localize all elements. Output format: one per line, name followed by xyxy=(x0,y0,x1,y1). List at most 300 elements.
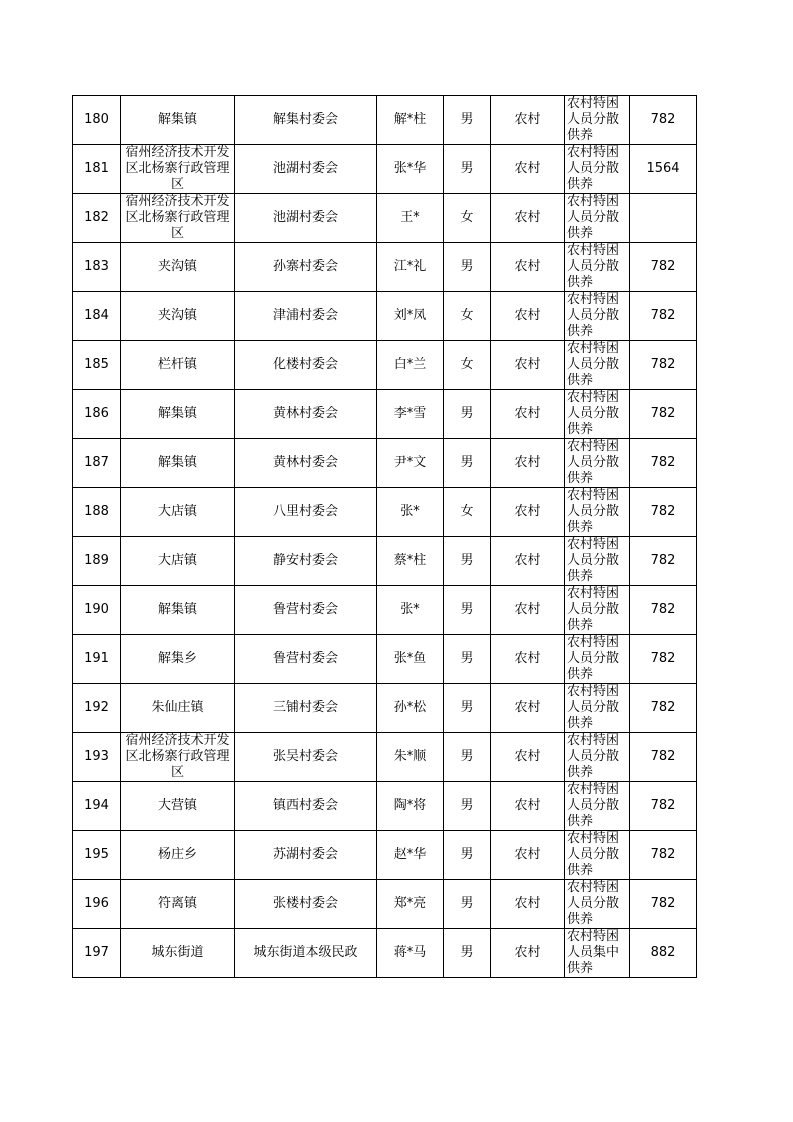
amount-cell: 782 xyxy=(650,504,676,519)
area-type-cell-container xyxy=(491,929,565,978)
support-category-cell: 农村特困人员分散供养 xyxy=(567,439,620,486)
row-number-cell-container xyxy=(73,733,121,782)
gender-cell-container xyxy=(444,488,491,537)
table-row xyxy=(73,488,697,537)
recipient-name-cell: 李*雪 xyxy=(393,406,427,421)
amount-cell: 782 xyxy=(650,651,676,666)
support-category-cell-container xyxy=(565,341,630,390)
area-type-cell: 农村 xyxy=(514,602,541,617)
gender-cell: 男 xyxy=(460,749,474,764)
village-committee-cell: 八里村委会 xyxy=(272,504,338,519)
table-row xyxy=(73,194,697,243)
town-cell: 大店镇 xyxy=(157,504,197,519)
area-type-cell-container xyxy=(491,292,565,341)
support-category-cell-container xyxy=(565,243,630,292)
row-number-cell: 186 xyxy=(84,406,109,421)
town-cell: 宿州经济技术开发区北杨寨行政管理区 xyxy=(125,733,230,780)
support-category-cell: 农村特困人员分散供养 xyxy=(567,684,620,731)
gender-cell: 男 xyxy=(460,161,474,176)
support-category-cell: 农村特困人员分散供养 xyxy=(567,194,620,241)
town-cell: 符离镇 xyxy=(157,896,197,911)
gender-cell-container xyxy=(444,684,491,733)
town-cell-container xyxy=(121,145,235,194)
area-type-cell: 农村 xyxy=(514,161,541,176)
amount-cell-container xyxy=(630,586,697,635)
town-cell: 大店镇 xyxy=(157,553,197,568)
area-type-cell-container xyxy=(491,439,565,488)
recipient-name-cell: 张* xyxy=(400,504,420,519)
row-number-cell: 197 xyxy=(84,945,109,960)
recipient-name-cell-container xyxy=(377,537,444,586)
amount-cell-container xyxy=(630,243,697,292)
support-category-cell: 农村特困人员分散供养 xyxy=(567,782,620,829)
support-category-cell: 农村特困人员分散供养 xyxy=(567,341,620,388)
support-category-cell-container xyxy=(565,635,630,684)
amount-cell: 782 xyxy=(650,259,676,274)
recipient-name-cell-container xyxy=(377,145,444,194)
recipient-name-cell: 刘*凤 xyxy=(393,308,427,323)
area-type-cell-container xyxy=(491,243,565,292)
row-number-cell-container xyxy=(73,194,121,243)
amount-cell-container xyxy=(630,194,697,243)
gender-cell-container xyxy=(444,733,491,782)
area-type-cell-container xyxy=(491,488,565,537)
town-cell: 杨庄乡 xyxy=(157,847,197,862)
row-number-cell: 182 xyxy=(84,210,109,225)
support-category-cell-container xyxy=(565,733,630,782)
row-number-cell: 194 xyxy=(84,798,109,813)
row-number-cell: 185 xyxy=(84,357,109,372)
amount-cell: 882 xyxy=(650,945,676,960)
support-category-cell: 农村特困人员分散供养 xyxy=(567,96,620,143)
recipient-name-cell: 解*柱 xyxy=(393,112,427,127)
village-committee-cell: 津浦村委会 xyxy=(272,308,338,323)
area-type-cell-container xyxy=(491,831,565,880)
recipient-name-cell: 郑*亮 xyxy=(393,896,427,911)
gender-cell-container xyxy=(444,635,491,684)
gender-cell: 男 xyxy=(460,455,474,470)
amount-cell: 782 xyxy=(650,896,676,911)
village-committee-cell-container xyxy=(235,194,377,243)
gender-cell-container xyxy=(444,341,491,390)
area-type-cell: 农村 xyxy=(514,945,541,960)
town-cell-container xyxy=(121,390,235,439)
table-row xyxy=(73,635,697,684)
row-number-cell-container xyxy=(73,145,121,194)
village-committee-cell-container xyxy=(235,341,377,390)
amount-cell-container xyxy=(630,390,697,439)
area-type-cell: 农村 xyxy=(514,112,541,127)
recipient-name-cell-container xyxy=(377,194,444,243)
town-cell-container xyxy=(121,243,235,292)
town-cell-container xyxy=(121,929,235,978)
gender-cell: 男 xyxy=(460,112,474,127)
village-committee-cell-container xyxy=(235,733,377,782)
village-committee-cell: 黄林村委会 xyxy=(272,406,338,421)
area-type-cell: 农村 xyxy=(514,308,541,323)
row-number-cell-container xyxy=(73,96,121,145)
support-category-cell: 农村特困人员分散供养 xyxy=(567,390,620,437)
recipient-name-cell-container xyxy=(377,586,444,635)
row-number-cell-container xyxy=(73,243,121,292)
table-row xyxy=(73,145,697,194)
recipient-name-cell-container xyxy=(377,635,444,684)
row-number-cell: 181 xyxy=(84,161,109,176)
village-committee-cell: 城东街道本级民政 xyxy=(253,945,358,960)
amount-cell: 782 xyxy=(650,455,676,470)
town-cell: 解集镇 xyxy=(157,406,197,421)
village-committee-cell-container xyxy=(235,390,377,439)
row-number-cell-container xyxy=(73,929,121,978)
recipient-name-cell-container xyxy=(377,439,444,488)
support-category-cell: 农村特困人员分散供养 xyxy=(567,831,620,878)
area-type-cell: 农村 xyxy=(514,259,541,274)
row-number-cell-container xyxy=(73,684,121,733)
town-cell: 城东街道 xyxy=(151,945,204,960)
row-number-cell: 189 xyxy=(84,553,109,568)
village-committee-cell-container xyxy=(235,586,377,635)
area-type-cell-container xyxy=(491,635,565,684)
area-type-cell-container xyxy=(491,880,565,929)
village-committee-cell-container xyxy=(235,684,377,733)
amount-cell-container xyxy=(630,96,697,145)
area-type-cell: 农村 xyxy=(514,798,541,813)
recipient-name-cell-container xyxy=(377,292,444,341)
recipient-name-cell: 张*鱼 xyxy=(393,651,427,666)
row-number-cell: 195 xyxy=(84,847,109,862)
town-cell-container xyxy=(121,292,235,341)
support-category-cell: 农村特困人员分散供养 xyxy=(567,586,620,633)
village-committee-cell-container xyxy=(235,782,377,831)
town-cell-container xyxy=(121,733,235,782)
area-type-cell-container xyxy=(491,586,565,635)
gender-cell: 男 xyxy=(460,406,474,421)
area-type-cell: 农村 xyxy=(514,406,541,421)
village-committee-cell: 鲁营村委会 xyxy=(272,651,338,666)
town-cell: 宿州经济技术开发区北杨寨行政管理区 xyxy=(125,194,230,241)
table-row xyxy=(73,341,697,390)
gender-cell: 女 xyxy=(460,308,474,323)
row-number-cell-container xyxy=(73,880,121,929)
row-number-cell-container xyxy=(73,488,121,537)
area-type-cell: 农村 xyxy=(514,700,541,715)
row-number-cell-container xyxy=(73,341,121,390)
area-type-cell-container xyxy=(491,341,565,390)
amount-cell: 782 xyxy=(650,553,676,568)
gender-cell: 男 xyxy=(460,847,474,862)
village-committee-cell: 化楼村委会 xyxy=(272,357,338,372)
village-committee-cell: 解集村委会 xyxy=(272,112,338,127)
row-number-cell-container xyxy=(73,292,121,341)
town-cell-container xyxy=(121,488,235,537)
village-committee-cell-container xyxy=(235,880,377,929)
gender-cell: 女 xyxy=(460,210,474,225)
amount-cell-container xyxy=(630,145,697,194)
row-number-cell-container xyxy=(73,586,121,635)
recipient-name-cell: 张*华 xyxy=(393,161,427,176)
area-type-cell-container xyxy=(491,684,565,733)
table-row xyxy=(73,586,697,635)
area-type-cell: 农村 xyxy=(514,896,541,911)
table-row xyxy=(73,439,697,488)
area-type-cell-container xyxy=(491,194,565,243)
recipient-name-cell-container xyxy=(377,390,444,439)
support-category-cell-container xyxy=(565,488,630,537)
table-body xyxy=(73,96,697,978)
amount-cell: 782 xyxy=(650,798,676,813)
village-committee-cell-container xyxy=(235,635,377,684)
amount-cell: 782 xyxy=(650,847,676,862)
support-category-cell-container xyxy=(565,292,630,341)
gender-cell: 男 xyxy=(460,651,474,666)
town-cell: 宿州经济技术开发区北杨寨行政管理区 xyxy=(125,145,230,192)
gender-cell-container xyxy=(444,929,491,978)
town-cell: 夹沟镇 xyxy=(157,259,197,274)
support-category-cell-container xyxy=(565,586,630,635)
recipient-name-cell: 朱*顺 xyxy=(393,749,427,764)
support-category-cell-container xyxy=(565,831,630,880)
village-committee-cell: 张吴村委会 xyxy=(272,749,338,764)
amount-cell-container xyxy=(630,733,697,782)
recipient-name-cell-container xyxy=(377,929,444,978)
recipient-name-cell: 陶*将 xyxy=(393,798,427,813)
village-committee-cell: 张楼村委会 xyxy=(272,896,338,911)
row-number-cell: 192 xyxy=(84,700,109,715)
area-type-cell: 农村 xyxy=(514,357,541,372)
row-number-cell: 191 xyxy=(84,651,109,666)
table-row xyxy=(73,292,697,341)
recipient-name-cell: 江*礼 xyxy=(393,259,427,274)
row-number-cell-container xyxy=(73,537,121,586)
area-type-cell-container xyxy=(491,390,565,439)
row-number-cell: 180 xyxy=(84,112,109,127)
support-category-cell: 农村特困人员分散供养 xyxy=(567,880,620,927)
recipient-name-cell: 王* xyxy=(400,210,420,225)
support-category-cell-container xyxy=(565,537,630,586)
town-cell-container xyxy=(121,831,235,880)
town-cell-container xyxy=(121,537,235,586)
amount-cell-container xyxy=(630,831,697,880)
area-type-cell: 农村 xyxy=(514,847,541,862)
amount-cell: 782 xyxy=(650,602,676,617)
row-number-cell-container xyxy=(73,782,121,831)
gender-cell: 男 xyxy=(460,896,474,911)
table-row xyxy=(73,733,697,782)
village-committee-cell-container xyxy=(235,292,377,341)
village-committee-cell: 黄林村委会 xyxy=(272,455,338,470)
amount-cell: 782 xyxy=(650,308,676,323)
table-row xyxy=(73,243,697,292)
area-type-cell: 农村 xyxy=(514,651,541,666)
row-number-cell: 188 xyxy=(84,504,109,519)
town-cell-container xyxy=(121,782,235,831)
village-committee-cell-container xyxy=(235,145,377,194)
amount-cell-container xyxy=(630,292,697,341)
row-number-cell: 193 xyxy=(84,749,109,764)
gender-cell-container xyxy=(444,831,491,880)
support-category-cell-container xyxy=(565,439,630,488)
gender-cell: 男 xyxy=(460,945,474,960)
village-committee-cell: 镇西村委会 xyxy=(272,798,338,813)
town-cell: 朱仙庄镇 xyxy=(151,700,204,715)
table-row xyxy=(73,537,697,586)
village-committee-cell-container xyxy=(235,831,377,880)
support-category-cell: 农村特困人员分散供养 xyxy=(567,537,620,584)
amount-cell-container xyxy=(630,782,697,831)
recipient-name-cell: 白*兰 xyxy=(393,357,427,372)
area-type-cell-container xyxy=(491,145,565,194)
village-committee-cell: 孙寨村委会 xyxy=(272,259,338,274)
recipient-name-cell-container xyxy=(377,880,444,929)
amount-cell: 782 xyxy=(650,112,676,127)
gender-cell-container xyxy=(444,782,491,831)
town-cell: 解集乡 xyxy=(157,651,197,666)
row-number-cell: 196 xyxy=(84,896,109,911)
row-number-cell: 190 xyxy=(84,602,109,617)
support-category-cell-container xyxy=(565,145,630,194)
amount-cell: 782 xyxy=(650,406,676,421)
area-type-cell-container xyxy=(491,96,565,145)
town-cell: 解集镇 xyxy=(157,455,197,470)
town-cell-container xyxy=(121,586,235,635)
amount-cell-container xyxy=(630,880,697,929)
recipient-name-cell-container xyxy=(377,782,444,831)
gender-cell: 男 xyxy=(460,602,474,617)
area-type-cell: 农村 xyxy=(514,504,541,519)
support-category-cell: 农村特困人员分散供养 xyxy=(567,145,620,192)
village-committee-cell: 苏湖村委会 xyxy=(272,847,338,862)
row-number-cell: 183 xyxy=(84,259,109,274)
village-committee-cell: 池湖村委会 xyxy=(272,161,338,176)
village-committee-cell-container xyxy=(235,488,377,537)
amount-cell-container xyxy=(630,635,697,684)
recipient-name-cell: 张* xyxy=(400,602,420,617)
gender-cell-container xyxy=(444,96,491,145)
row-number-cell: 184 xyxy=(84,308,109,323)
town-cell: 夹沟镇 xyxy=(157,308,197,323)
support-category-cell-container xyxy=(565,390,630,439)
recipient-name-cell-container xyxy=(377,488,444,537)
table-row xyxy=(73,929,697,978)
gender-cell-container xyxy=(444,145,491,194)
gender-cell: 女 xyxy=(460,357,474,372)
village-committee-cell-container xyxy=(235,243,377,292)
gender-cell: 男 xyxy=(460,798,474,813)
recipient-name-cell: 尹*文 xyxy=(393,455,427,470)
amount-cell: 782 xyxy=(650,700,676,715)
village-committee-cell-container xyxy=(235,439,377,488)
recipient-name-cell-container xyxy=(377,341,444,390)
recipient-name-cell-container xyxy=(377,684,444,733)
gender-cell-container xyxy=(444,586,491,635)
town-cell-container xyxy=(121,341,235,390)
area-type-cell-container xyxy=(491,537,565,586)
support-category-cell-container xyxy=(565,684,630,733)
gender-cell-container xyxy=(444,194,491,243)
town-cell: 解集镇 xyxy=(157,602,197,617)
amount-cell-container xyxy=(630,488,697,537)
support-category-cell: 农村特困人员集中供养 xyxy=(567,929,620,976)
recipient-name-cell: 孙*松 xyxy=(393,700,427,715)
table-row xyxy=(73,782,697,831)
recipient-name-cell: 蒋*马 xyxy=(393,945,427,960)
table-row xyxy=(73,390,697,439)
town-cell: 栏杆镇 xyxy=(157,357,197,372)
gender-cell: 男 xyxy=(460,553,474,568)
row-number-cell-container xyxy=(73,635,121,684)
gender-cell: 男 xyxy=(460,700,474,715)
village-committee-cell: 三铺村委会 xyxy=(272,700,338,715)
area-type-cell: 农村 xyxy=(514,749,541,764)
town-cell-container xyxy=(121,684,235,733)
recipient-name-cell: 赵*华 xyxy=(393,847,427,862)
row-number-cell: 187 xyxy=(84,455,109,470)
table-row xyxy=(73,880,697,929)
gender-cell-container xyxy=(444,880,491,929)
village-committee-cell: 静安村委会 xyxy=(272,553,338,568)
town-cell-container xyxy=(121,439,235,488)
town-cell: 大营镇 xyxy=(157,798,197,813)
gender-cell: 女 xyxy=(460,504,474,519)
area-type-cell-container xyxy=(491,733,565,782)
support-category-cell: 农村特困人员分散供养 xyxy=(567,733,620,780)
village-committee-cell: 池湖村委会 xyxy=(272,210,338,225)
area-type-cell: 农村 xyxy=(514,210,541,225)
support-category-cell-container xyxy=(565,782,630,831)
gender-cell-container xyxy=(444,439,491,488)
village-committee-cell-container xyxy=(235,929,377,978)
amount-cell-container xyxy=(630,537,697,586)
support-category-cell-container xyxy=(565,929,630,978)
amount-cell-container xyxy=(630,684,697,733)
gender-cell-container xyxy=(444,243,491,292)
recipient-name-cell-container xyxy=(377,243,444,292)
relief-recipient-table xyxy=(72,95,697,978)
town-cell-container xyxy=(121,96,235,145)
gender-cell-container xyxy=(444,390,491,439)
recipient-name-cell-container xyxy=(377,831,444,880)
gender-cell: 男 xyxy=(460,259,474,274)
village-committee-cell: 鲁营村委会 xyxy=(272,602,338,617)
amount-cell-container xyxy=(630,341,697,390)
gender-cell-container xyxy=(444,537,491,586)
town-cell: 解集镇 xyxy=(157,112,197,127)
support-category-cell: 农村特困人员分散供养 xyxy=(567,292,620,339)
amount-cell-container xyxy=(630,439,697,488)
table-row xyxy=(73,684,697,733)
row-number-cell-container xyxy=(73,831,121,880)
support-category-cell: 农村特困人员分散供养 xyxy=(567,635,620,682)
row-number-cell-container xyxy=(73,439,121,488)
support-category-cell: 农村特困人员分散供养 xyxy=(567,243,620,290)
town-cell-container xyxy=(121,635,235,684)
village-committee-cell-container xyxy=(235,537,377,586)
recipient-name-cell-container xyxy=(377,96,444,145)
town-cell-container xyxy=(121,880,235,929)
recipient-name-cell: 蔡*柱 xyxy=(393,553,427,568)
amount-cell: 1564 xyxy=(646,161,680,176)
area-type-cell: 农村 xyxy=(514,455,541,470)
support-category-cell-container xyxy=(565,194,630,243)
village-committee-cell-container xyxy=(235,96,377,145)
gender-cell-container xyxy=(444,292,491,341)
recipient-name-cell-container xyxy=(377,733,444,782)
town-cell-container xyxy=(121,194,235,243)
support-category-cell-container xyxy=(565,880,630,929)
table-row xyxy=(73,831,697,880)
area-type-cell: 农村 xyxy=(514,553,541,568)
amount-cell: 782 xyxy=(650,357,676,372)
